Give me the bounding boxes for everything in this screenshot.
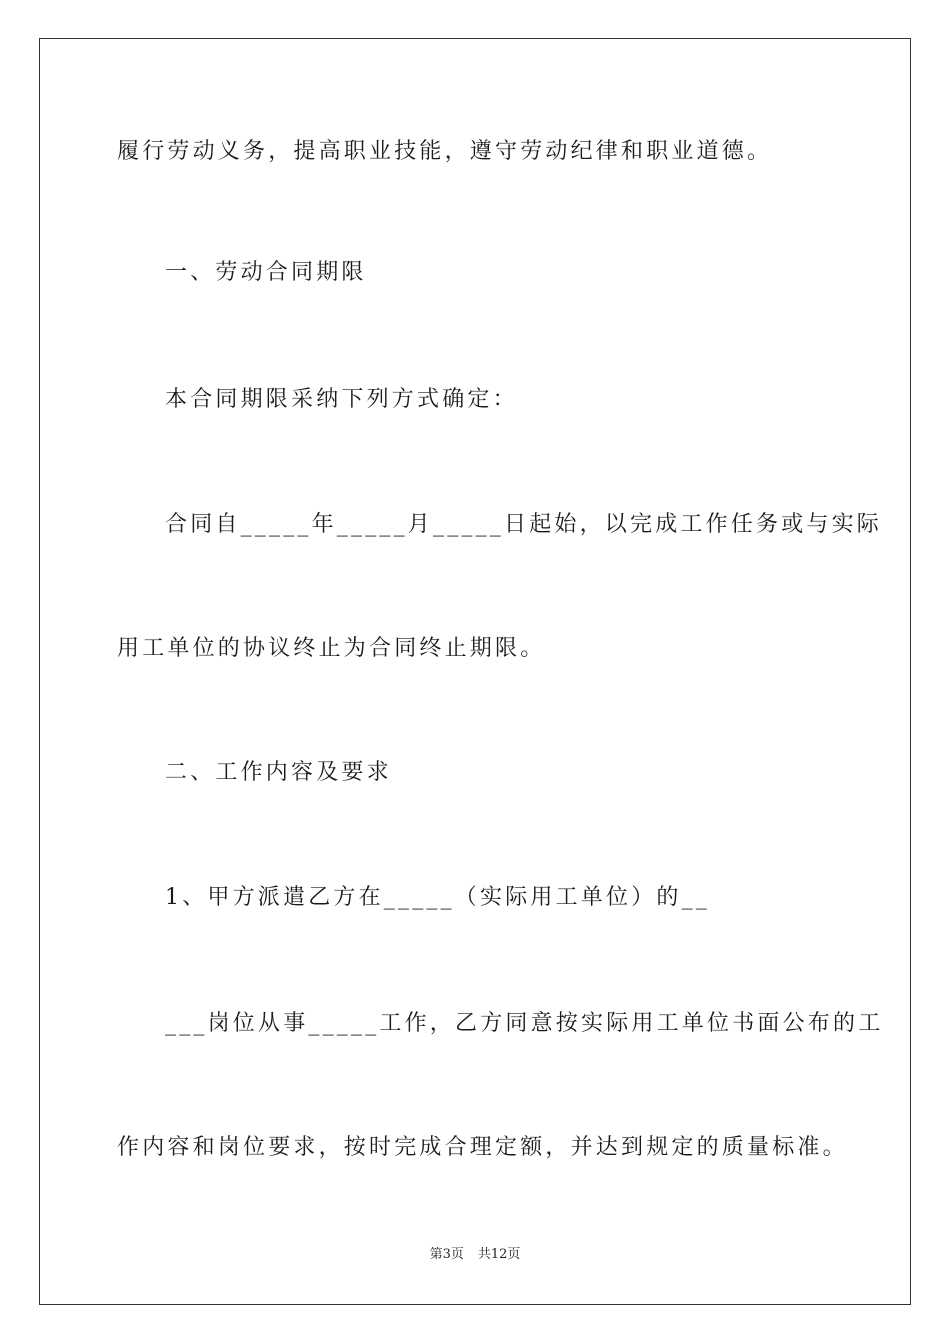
body-text-line-9: 作内容和岗位要求，按时完成合理定额，并达到规定的质量标准。 — [117, 1135, 848, 1160]
body-text-line-4: 合同自_____年_____月_____日起始，以完成工作任务或与实际 — [165, 512, 883, 537]
section-heading-work-content: 二、工作内容及要求 — [165, 760, 392, 785]
body-text-line-5: 用工单位的协议终止为合同终止期限。 — [117, 636, 546, 661]
body-text-line-7: 1、甲方派遣乙方在_____（实际用工单位）的__ — [165, 885, 710, 910]
body-text-line-3: 本合同期限采纳下列方式确定： — [165, 387, 518, 412]
body-text-line-1: 履行劳动义务，提高职业技能，遵守劳动纪律和职业道德。 — [117, 139, 773, 164]
body-text-line-8: ___岗位从事_____工作，乙方同意按实际用工单位书面公布的工 — [165, 1011, 884, 1036]
page-frame — [39, 38, 911, 1305]
page-number-total: 共12页 — [477, 1247, 521, 1262]
page-footer — [0, 1245, 950, 1265]
page-number-current: 第3页 — [429, 1247, 464, 1262]
section-heading-contract-term: 一、劳动合同期限 — [165, 260, 367, 285]
